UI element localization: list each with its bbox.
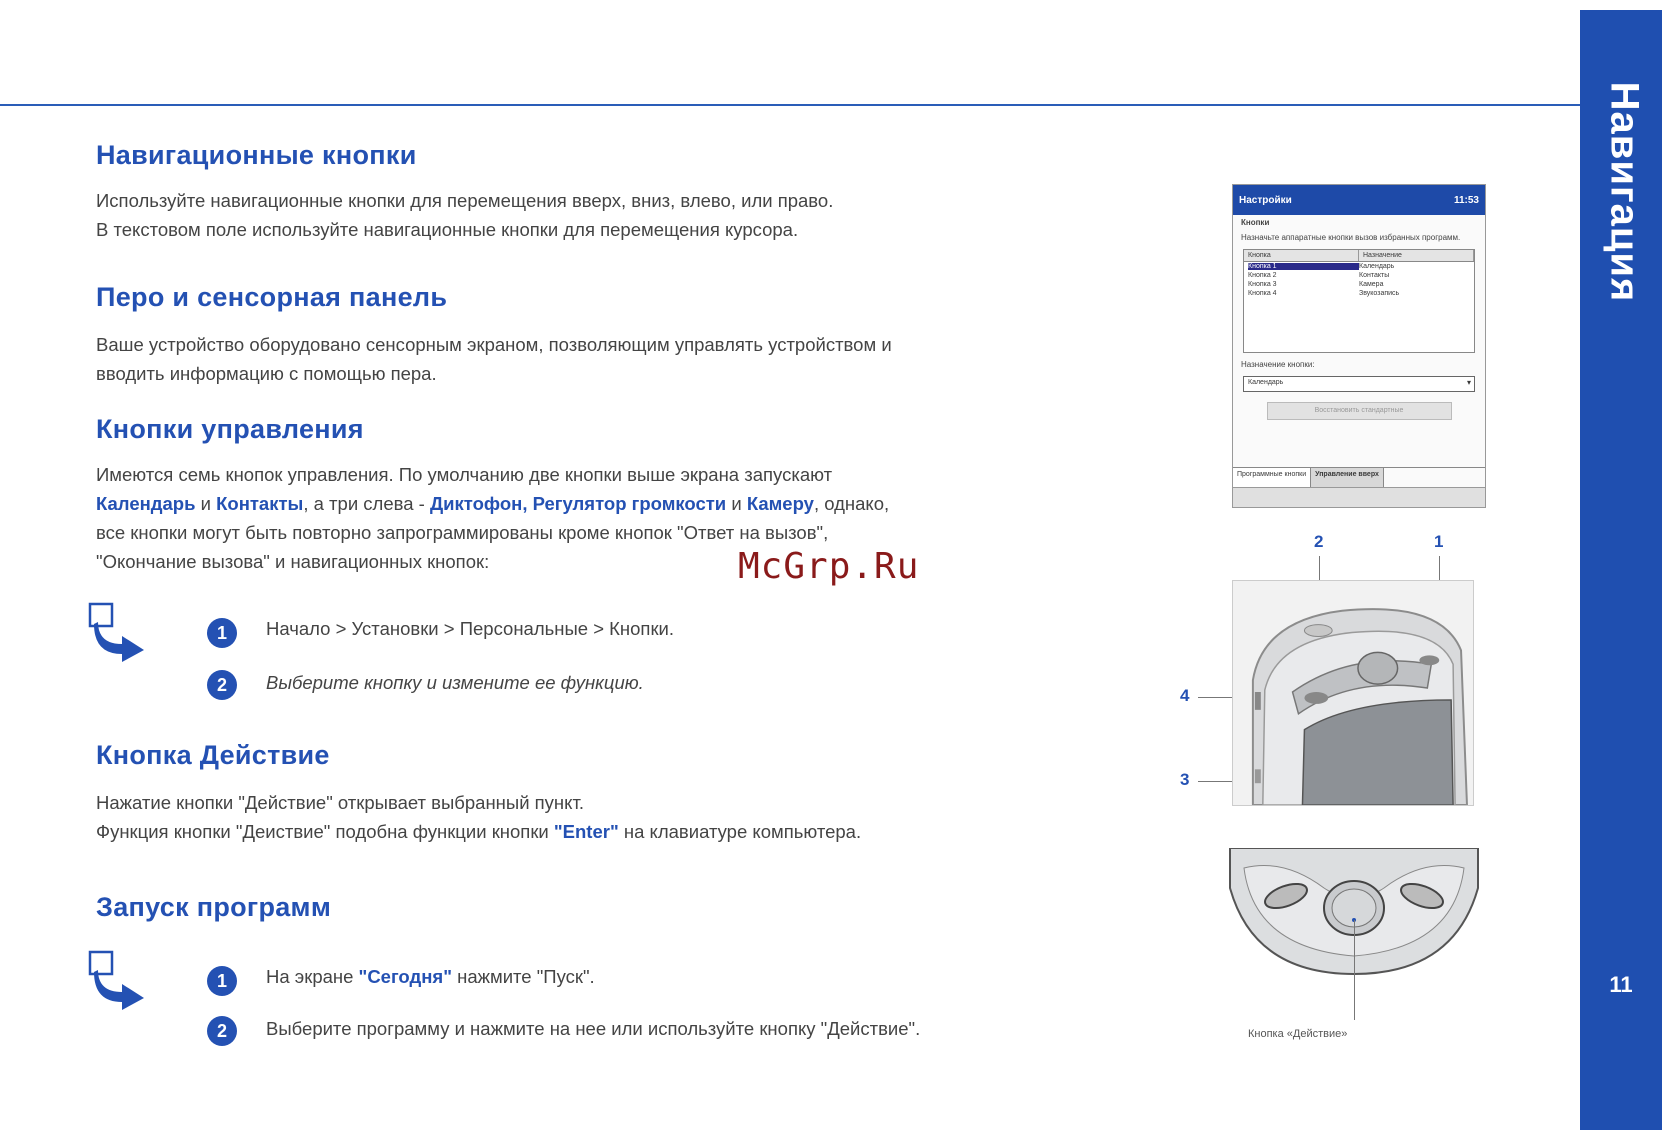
device-photo <box>1232 580 1474 806</box>
step-number: 2 <box>207 670 237 700</box>
section-side-title: Навигация <box>1602 81 1647 303</box>
control-buttons-text: Имеются семь кнопок управления. По умолчанию две кнопки выше экрана запускают Календарь и Контакты, а три слева - Диктофон, Регулятор громкости и Камеру, однако, все кнопки могут быть повторно запрограммированы кроме кнопок "Ответ на вызов", "Окончание вызова" и навигационных кнопок: <box>96 464 890 572</box>
pda-list-row: Кнопка 3 Камера <box>1248 281 1384 288</box>
highlight-calendar: Календарь <box>96 493 196 514</box>
heading-action-button: Кнопка Действие <box>96 740 330 770</box>
procedure-arrow-icon <box>86 948 152 1014</box>
step-text: Начало > Установки > Персональные > Кнопки. <box>266 618 675 639</box>
watermark: McGrp.Ru <box>738 546 920 587</box>
heading-launch-programs: Запуск программ <box>96 892 332 922</box>
header-rule <box>0 104 1580 106</box>
pda-settings-screenshot: Настройки 11:53 Кнопки Назначьте аппаратные кнопки вызов избранных программ. Кнопка Назначение Кнопка 1 Календарь Кнопка 2 Контакты Кнопка 3 Камера Кнопка 4 Звукозапись Назначение кнопки: Календарь ▾ Восстановить стандартные Программные кнопки Управление вверх <box>1232 184 1486 508</box>
step-number: 1 <box>207 618 237 648</box>
step-number: 1 <box>207 966 237 996</box>
step-text: Выберите программу и нажмите на нее или используйте кнопку "Действие". <box>266 1018 921 1039</box>
figure-caption: Кнопка «Действие» <box>1248 1028 1348 1040</box>
highlight-contacts: Контакты <box>216 493 304 514</box>
highlight-recorder-volume: Диктофон, Регулятор громкости <box>429 493 727 514</box>
pda-title-bar: Настройки 11:53 <box>1233 185 1485 215</box>
pda-command-bar <box>1233 487 1486 508</box>
callout-1: 1 <box>1434 532 1444 551</box>
highlight-camera: Камеру <box>746 493 814 514</box>
pda-list-row: Кнопка 4 Звукозапись <box>1248 290 1400 297</box>
heading-nav-buttons: Навигационные кнопки <box>96 140 417 170</box>
pda-list-row: Кнопка 2 Контакты <box>1248 272 1390 279</box>
heading-stylus: Перо и сенсорная панель <box>96 282 448 312</box>
step-number: 2 <box>207 1016 237 1046</box>
heading-control-buttons: Кнопки управления <box>96 414 364 444</box>
pda-tabs: Программные кнопки Управление вверх <box>1233 467 1486 487</box>
pda-restore-button: Восстановить стандартные <box>1267 402 1452 420</box>
callout-3: 3 <box>1180 770 1190 789</box>
pda-list-row: Кнопка 1 Календарь <box>1248 263 1395 270</box>
action-button-text: Нажатие кнопки "Действие" открывает выбранный пункт. Функция кнопки "Деиствие" подобна функции кнопки "Enter" на клавиатуре компьютера. <box>96 792 862 842</box>
highlight-enter: "Enter" <box>553 821 619 842</box>
page-number: 11 <box>1609 972 1633 997</box>
nav-buttons-text: Используйте навигационные кнопки для перемещения вверх, вниз, влево, или право. В текстовом поле используйте навигационные кнопки для перемещения курсора. <box>96 190 834 240</box>
step-text: Выберите кнопку и измените ее функцию. <box>266 672 644 693</box>
step-text: На экране "Сегодня" нажмите "Пуск". <box>266 966 595 987</box>
pda-button-list: Кнопка Назначение Кнопка 1 Календарь Кнопка 2 Контакты Кнопка 3 Камера Кнопка 4 Звукозапись <box>1243 249 1475 353</box>
procedure-arrow-icon <box>86 600 152 666</box>
callout-2: 2 <box>1314 532 1324 551</box>
highlight-today: "Сегодня" <box>358 966 452 987</box>
callout-4: 4 <box>1180 686 1190 705</box>
pda-assign-select: Календарь ▾ <box>1243 376 1475 392</box>
stylus-text: Ваше устройство оборудовано сенсорным экраном, позволяющим управлять устройством и вводить информацию с помощью пера. <box>96 334 892 384</box>
